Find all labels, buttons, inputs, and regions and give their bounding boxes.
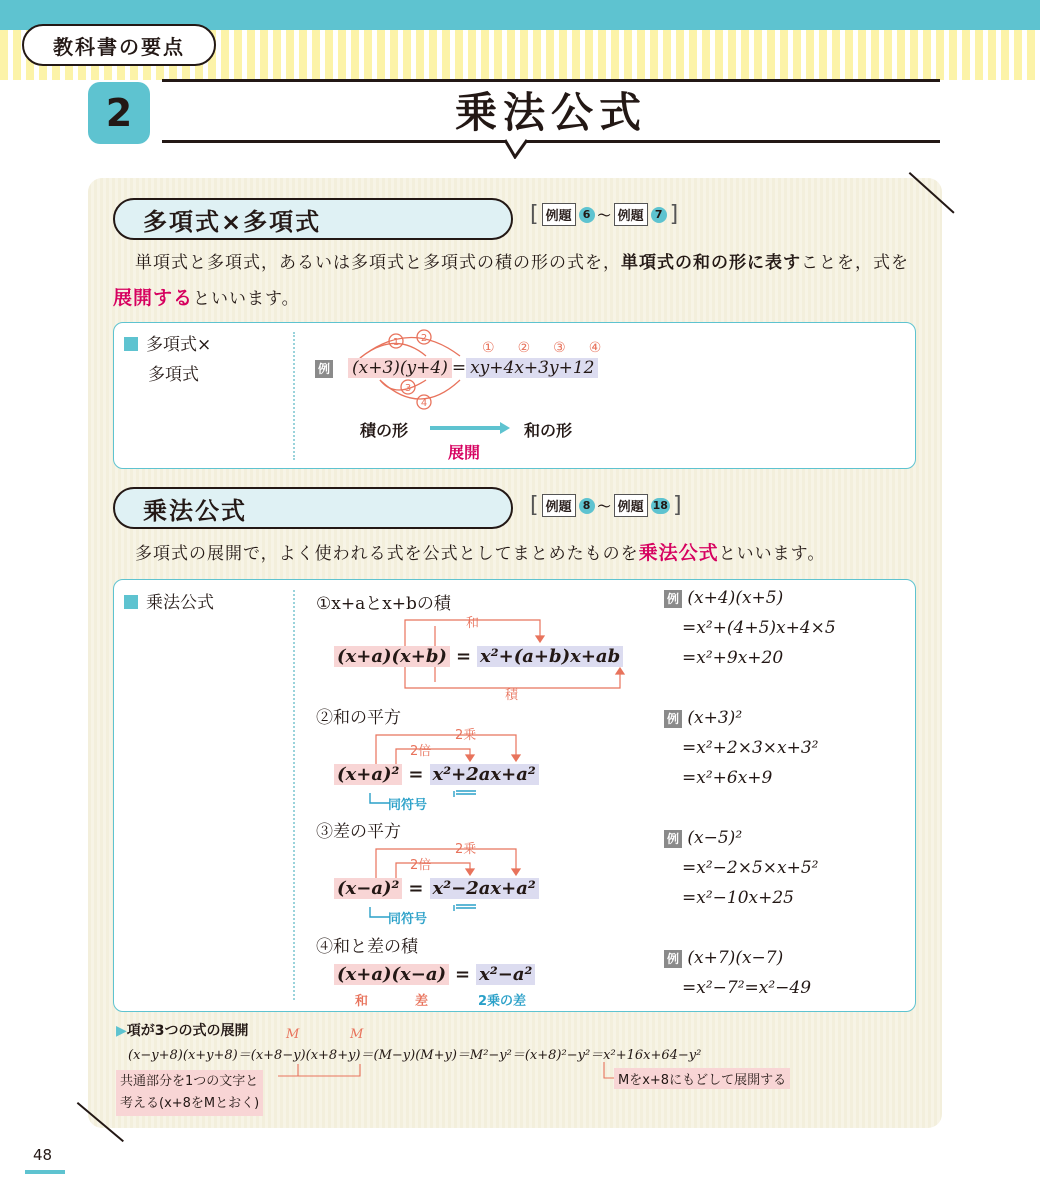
- bottom-expression: (x−y+8)(x+y+8)＝(x+8−y)(x+8+y)＝(M−y)(M+y)＝M²−y²＝(x+8)²−y²＝x²+16x+64−y²: [128, 1048, 702, 1063]
- box1-label: [124, 330, 211, 390]
- ref-label: 例題: [542, 203, 576, 226]
- formula1-title: ①x+aとx+bの積: [316, 594, 451, 614]
- circle-4: ④: [588, 340, 602, 356]
- section1-heading: 多項式×多項式: [113, 198, 513, 240]
- page-number: 48: [33, 1146, 53, 1164]
- formula-rhs: x²+(a+b)x+ab: [477, 646, 623, 667]
- ann-same-sign: 同符号: [388, 798, 428, 813]
- formula-lhs: (x+a)(x+b): [334, 646, 450, 667]
- example-line: =x²−2×5×x+5²: [682, 858, 819, 878]
- equals-sign: =: [408, 764, 424, 785]
- example-line: (x+7)(x−7): [687, 948, 784, 968]
- ref-sep: ～: [597, 500, 611, 515]
- section1-paragraph: [135, 246, 925, 280]
- ref-label: 例題: [614, 203, 648, 226]
- ann-square-diff: 2乗の差: [478, 994, 527, 1009]
- equals-sign: =: [408, 878, 424, 899]
- svg-text:3: 3: [404, 383, 412, 394]
- formula2-title: ②和の平方: [316, 708, 401, 728]
- svg-text:1: 1: [392, 337, 400, 348]
- svg-text:2: 2: [420, 333, 428, 344]
- example-tag: 例: [664, 950, 682, 968]
- ann-double: 2倍: [410, 858, 432, 873]
- page-number-bar: [25, 1170, 65, 1174]
- section2-heading: 乗法公式: [113, 487, 513, 529]
- page-title: 乗法公式: [454, 88, 647, 137]
- formula-rhs: x²+2ax+a²: [430, 764, 539, 785]
- ref-num: 7: [651, 207, 667, 223]
- term-highlight: 展開する: [113, 287, 194, 309]
- para-text: ことを，式を: [801, 253, 909, 273]
- ref-label: 例題: [614, 494, 648, 517]
- box1-divider: [293, 332, 295, 460]
- box-label-text: 多項式: [148, 365, 199, 385]
- circle-3: ③: [553, 340, 566, 356]
- example-tag: 例: [664, 590, 682, 608]
- ann-square: 2乗: [455, 728, 477, 743]
- ref-num: 6: [579, 207, 595, 223]
- example-line: (x+3)²: [687, 708, 743, 728]
- arrow-right-icon: [430, 422, 510, 434]
- note-left: [116, 1070, 263, 1116]
- section2-paragraph: [135, 536, 925, 571]
- example-block: [664, 588, 904, 708]
- formula3: [334, 878, 539, 899]
- ann-sum: 和: [466, 616, 480, 631]
- form-product: 積の形: [360, 421, 409, 440]
- section-number: 2: [88, 82, 150, 144]
- equals-sign: =: [451, 358, 467, 378]
- title-tail-icon: [505, 139, 539, 159]
- formula2: [334, 764, 539, 785]
- example-tag: 例: [315, 360, 333, 378]
- example-line: =x²−7²=x²−49: [682, 978, 812, 998]
- formula-lhs: (x−a)²: [334, 878, 402, 899]
- note-text: 共通部分を1つの文字と: [120, 1074, 259, 1089]
- example-line: =x²+6x+9: [682, 768, 773, 788]
- para-text: 多項式の展開で，よく使われる式を公式としてまとめたものを: [135, 544, 639, 564]
- example-line: =x²−10x+25: [682, 888, 794, 908]
- para-bold: 単項式の和の形に表す: [621, 253, 801, 273]
- formula-lhs: (x+a)²: [334, 764, 402, 785]
- note-right: Mをx+8にもどして展開する: [614, 1068, 790, 1089]
- example-line: (x−5)²: [687, 828, 743, 848]
- formula-rhs: x²−2ax+a²: [430, 878, 539, 899]
- ann-square: 2乗: [455, 842, 477, 857]
- svg-text:4: 4: [420, 398, 428, 409]
- box-label-text: 多項式×: [146, 335, 212, 355]
- example-line: =x²+9x+20: [682, 648, 784, 668]
- bottom-left-arrows: [270, 1060, 390, 1080]
- ref-sep: ～: [597, 209, 611, 224]
- ann-sum: 和: [355, 994, 369, 1009]
- section2-ref[interactable]: [ 例題 8 ～ 例題 18 ]: [530, 493, 682, 518]
- examples-column: [664, 588, 904, 998]
- bottom-heading-text: 項が3つの式の展開: [126, 1023, 249, 1039]
- form-sum: 和の形: [524, 421, 573, 440]
- formula4-title: ④和と差の積: [316, 937, 418, 957]
- equals-sign: =: [455, 646, 472, 667]
- para-text: といいます。: [193, 289, 300, 309]
- box2-divider: [293, 590, 295, 1000]
- formula-rhs: x²−a²: [476, 964, 535, 985]
- ref-label: 例題: [542, 494, 576, 517]
- ref-num: 8: [579, 498, 595, 514]
- title-rule-bottom: [162, 140, 940, 143]
- ann-double: 2倍: [410, 744, 432, 759]
- formula1: [334, 646, 623, 667]
- equals-sign: =: [455, 964, 471, 985]
- example-block: [664, 828, 904, 948]
- header-tag: 教科書の要点: [22, 24, 216, 66]
- ann-product: 積: [505, 688, 519, 703]
- term-circles: [482, 340, 601, 356]
- expr-lhs: (x+3)(y+4): [348, 358, 452, 378]
- circle-2: ②: [517, 340, 531, 356]
- circle-1: ①: [482, 340, 495, 356]
- box2-label: [124, 588, 214, 618]
- section1-ref[interactable]: [ 例題 6 ～ 例題 7 ]: [530, 202, 679, 227]
- example-block: [664, 708, 904, 828]
- formula-lhs: (x+a)(x−a): [334, 964, 449, 985]
- example-block: [664, 948, 904, 998]
- example-tag: 例: [664, 830, 682, 848]
- box-label-text: 乗法公式: [146, 593, 214, 613]
- note-text: 考える(x+8をMとおく): [120, 1096, 260, 1111]
- formula4: [334, 964, 535, 985]
- bottom-heading: ▶項が3つの式の展開: [116, 1023, 249, 1039]
- example-expansion: [348, 358, 598, 378]
- example-line: =x²+(4+5)x+4×5: [682, 618, 836, 638]
- section1-paragraph-2: [113, 281, 300, 316]
- para-text: 単項式と多項式，あるいは多項式と多項式の積の形の式を，: [135, 253, 621, 273]
- para-text: といいます。: [718, 544, 826, 564]
- example-line: =x²+2×3×x+3²: [682, 738, 819, 758]
- formula3-title: ③差の平方: [316, 822, 401, 842]
- term-highlight: 乗法公式: [638, 542, 719, 564]
- expr-rhs: xy+4x+3y+12: [466, 358, 598, 378]
- example-line: (x+4)(x+5): [687, 588, 784, 608]
- ann-diff: 差: [415, 994, 429, 1009]
- example-tag: 例: [664, 710, 682, 728]
- m-label: M: [286, 1027, 300, 1042]
- title-rule-top: [162, 79, 940, 82]
- ref-num: 18: [652, 498, 668, 512]
- m-label: M: [350, 1027, 364, 1042]
- ann-same-sign: 同符号: [388, 912, 428, 927]
- expand-label: 展開: [448, 443, 481, 462]
